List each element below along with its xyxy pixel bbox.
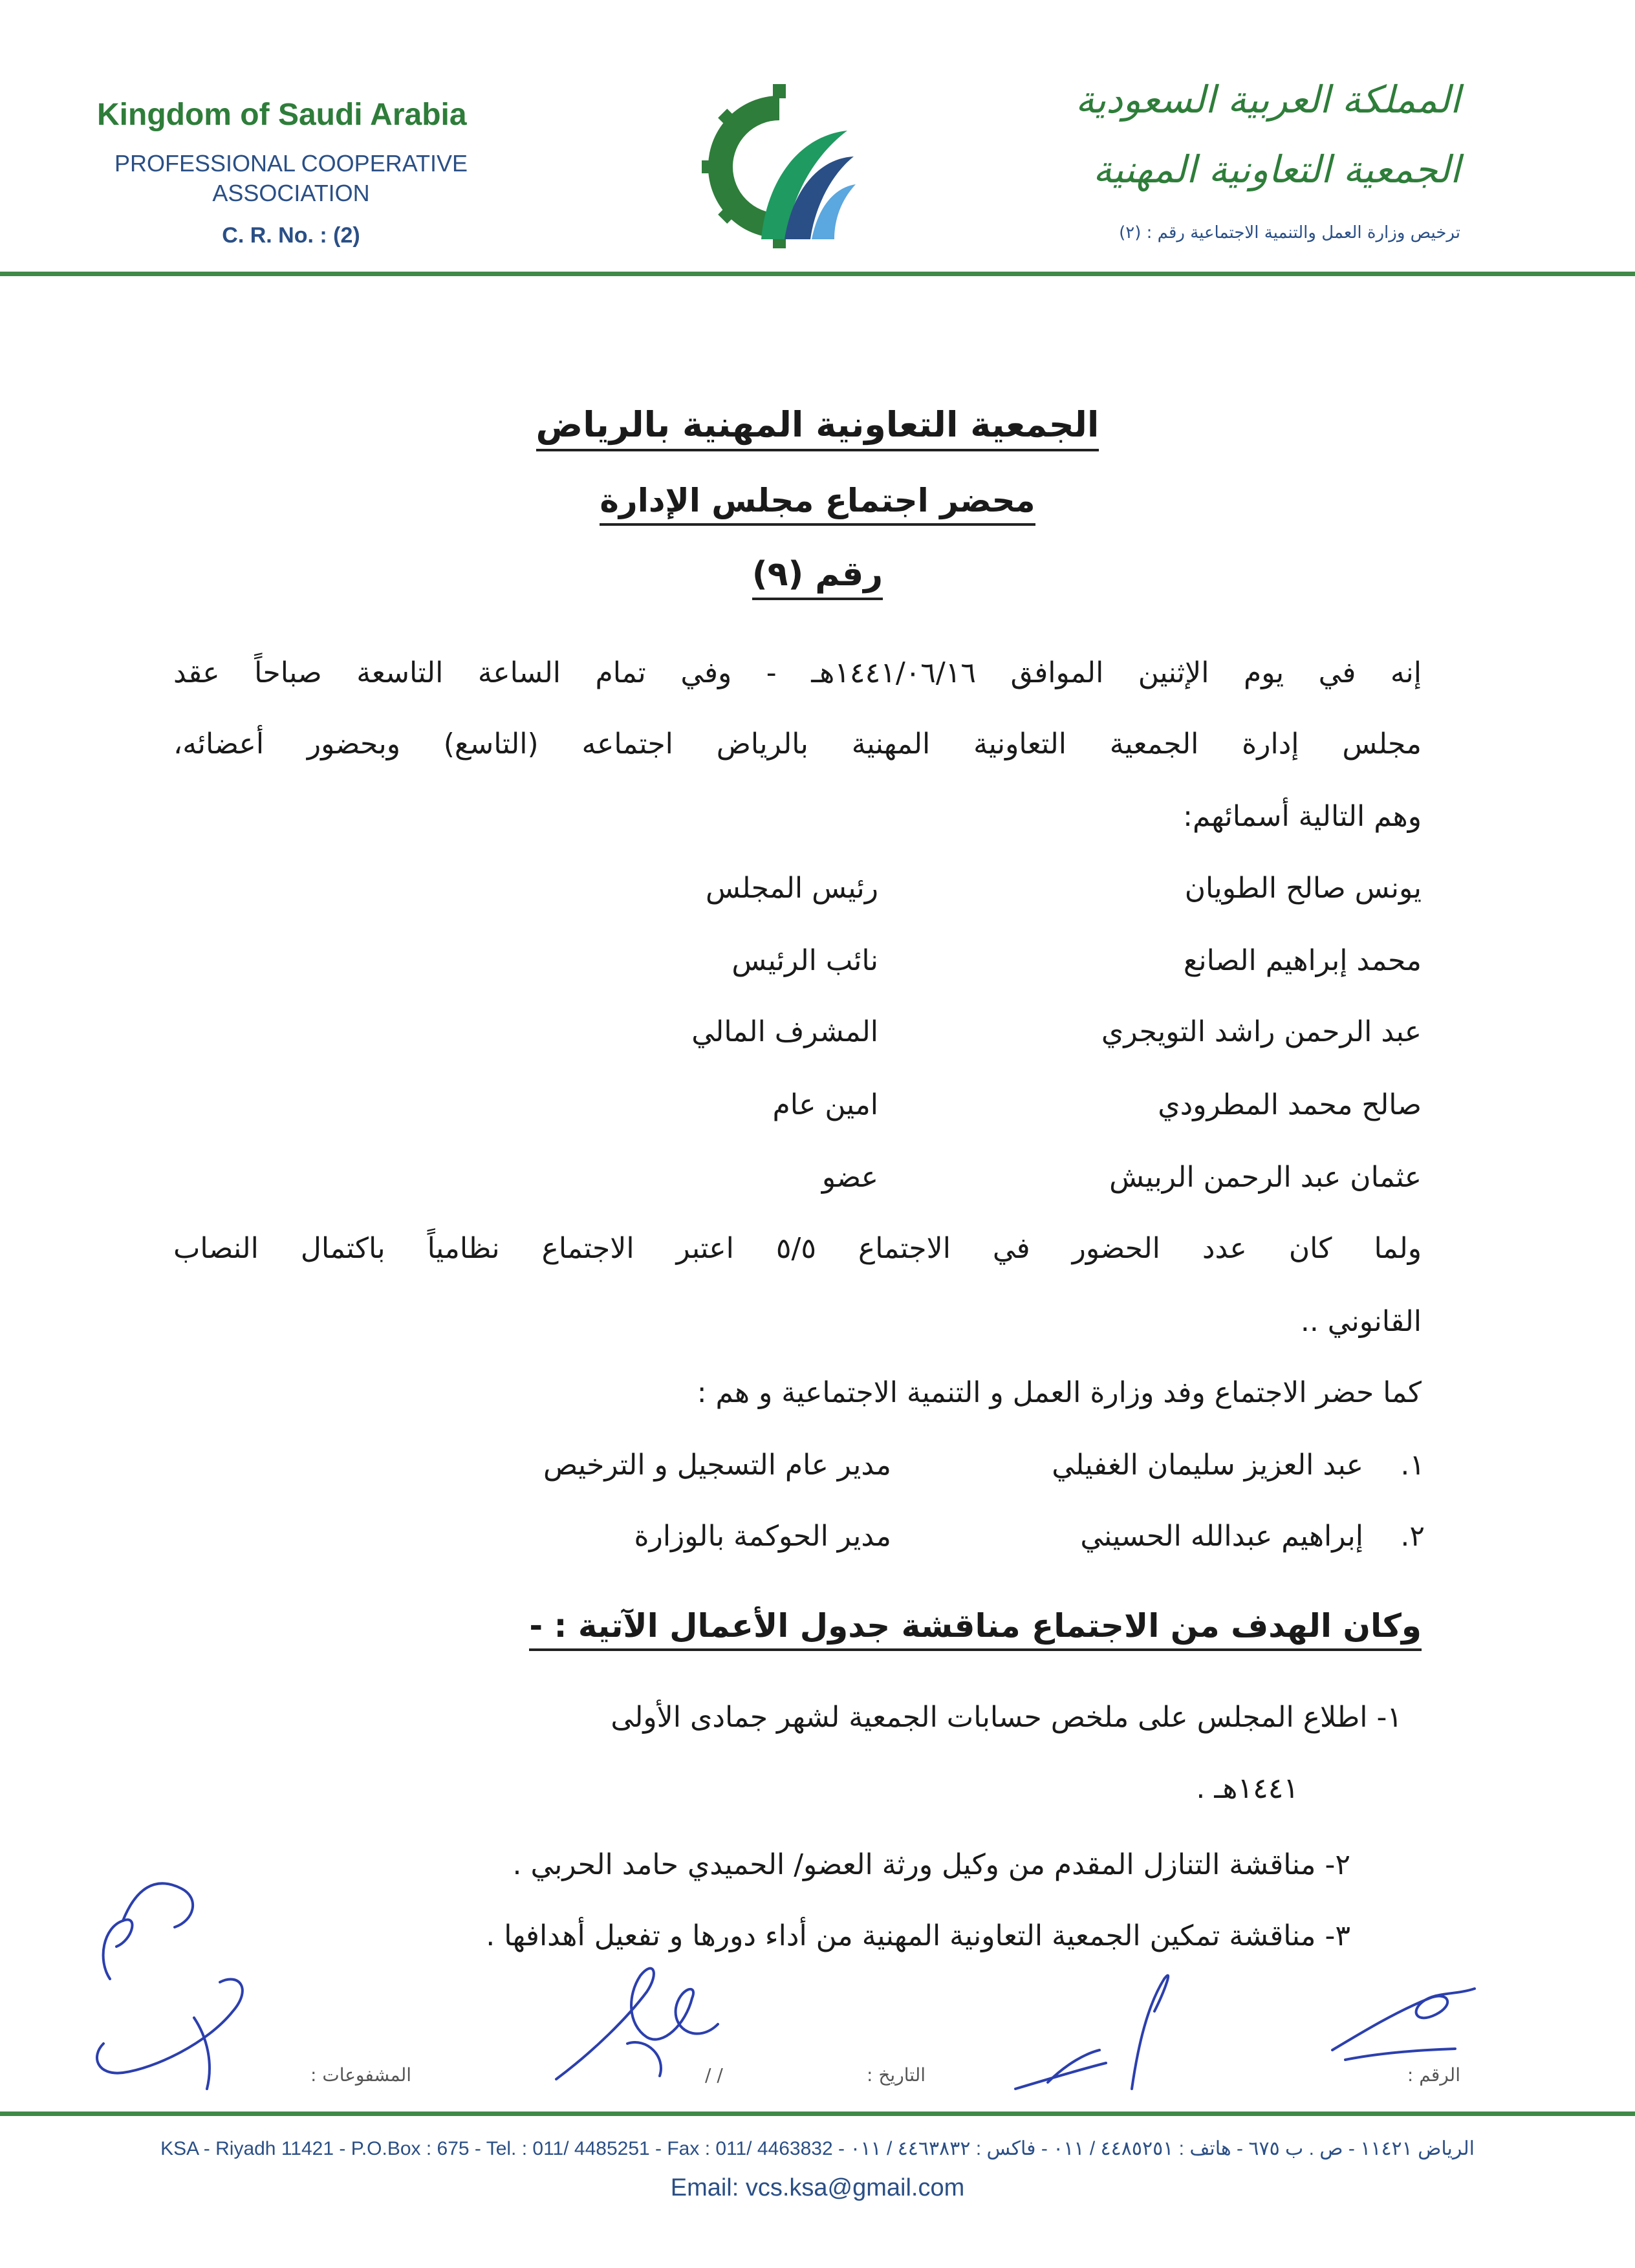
footer-address-english: KSA - Riyadh 11421 - P.O.Box : 675 - Tel. : 011/ 4485251 - Fax : 011/ 4463832	[160, 2138, 833, 2159]
agenda-item-1-line-1: ١- اطلاع المجلس على ملخص حسابات الجمعية لشهر جمادى الأولى	[611, 1701, 1402, 1734]
member-name: عبد الرحمن راشد التويجري	[1101, 1015, 1422, 1048]
delegate-name: عبد العزيز سليمان الغفيلي	[1052, 1449, 1363, 1482]
english-kingdom-title: Kingdom of Saudi Arabia	[97, 98, 467, 132]
english-cr-number: C. R. No. : (2)	[222, 223, 360, 248]
member-name: صالح محمد المطرودي	[1158, 1088, 1422, 1121]
agenda-item-1-line-2: ١٤٤١هـ .	[1196, 1772, 1299, 1805]
signature-center	[550, 1947, 731, 2089]
arabic-org-name: الجمعية التعاونية المهنية	[1092, 147, 1460, 191]
delegate-number: ٢.	[1400, 1520, 1425, 1553]
member-role: امين عام	[772, 1088, 878, 1121]
member-name: عثمان عبد الرحمن الربيش	[1109, 1161, 1422, 1194]
member-role: نائب الرئيس	[731, 944, 878, 977]
english-org-name-line1: PROFESSIONAL COOPERATIVE	[114, 150, 468, 177]
date-placeholder: / /	[705, 2064, 723, 2086]
footer-address	[0, 2137, 1635, 2160]
delegate-role: مدير الحوكمة بالوزارة	[634, 1520, 891, 1553]
document-minutes-title: محضر اجتماع مجلس الإدارة	[0, 482, 1635, 519]
document-number: رقم (٩)	[0, 555, 1635, 594]
english-org-name-line2: ASSOCIATION	[212, 180, 370, 206]
header-divider	[0, 272, 1635, 276]
arabic-license-number: ترخيص وزارة العمل والتنمية الاجتماعية رقم : (٢)	[1119, 223, 1460, 243]
delegation-intro: كما حضر الاجتماع وفد وزارة العمل و التنمية الاجتماعية و هم :	[697, 1376, 1422, 1409]
agenda-item-2: ٢- مناقشة التنازل المقدم من وكيل ورثة العضو/ الحميدي حامد الحربي .	[512, 1848, 1350, 1881]
intro-line-1: إنه في يوم الإثنين الموافق ١٤٤١/٠٦/١٦هـ - وفي تمام الساعة التاسعة صباحاً عقد	[173, 656, 1422, 689]
footer-address-arabic: الرياض ١١٤٢١ - ص . ب ٦٧٥ - هاتف : ٤٤٨٥٢٥١ / ٠١١ - فاكس : ٤٤٦٣٨٣٢ / ٠١١	[850, 2138, 1475, 2159]
delegate-number: ١.	[1400, 1449, 1425, 1482]
footer-divider	[0, 2111, 1635, 2116]
association-logo	[702, 84, 857, 249]
footer-email[interactable]: Email: vcs.ksa@gmail.com	[670, 2174, 965, 2201]
arabic-kingdom-title: المملكة العربية السعودية	[1075, 78, 1460, 122]
delegate-name: إبراهيم عبدالله الحسيني	[1080, 1520, 1363, 1553]
attachments-label: المشفوعات :	[310, 2064, 412, 2086]
intro-line-2: مجلس إدارة الجمعية التعاونية المهنية بالرياض اجتماعه (التاسع) وبحضور أعضائه،	[173, 728, 1422, 761]
member-role: المشرف المالي	[691, 1015, 878, 1048]
agenda-heading: وكان الهدف من الاجتماع مناقشة جدول الأعمال الآتية : -	[529, 1607, 1422, 1645]
document-org-title: الجمعية التعاونية المهنية بالرياض	[0, 404, 1635, 445]
member-name: يونس صالح الطويان	[1184, 872, 1422, 905]
date-label: التاريخ :	[867, 2064, 926, 2086]
member-role: عضو	[821, 1161, 878, 1194]
quorum-line-1: ولما كان عدد الحضور في الاجتماع ٥/٥ اعتبر الاجتماع نظامياً باكتمال النصاب	[173, 1232, 1422, 1265]
member-name: محمد إبراهيم الصانع	[1183, 944, 1422, 977]
signature-right	[1326, 1972, 1481, 2063]
reference-number-label: الرقم :	[1407, 2064, 1460, 2086]
agenda-item-3: ٣- مناقشة تمكين الجمعية التعاونية المهنية من أداء دورها و تفعيل أهدافها .	[486, 1919, 1350, 1952]
footer-address-separator: -	[838, 2138, 850, 2159]
signature-center-right	[1009, 1966, 1177, 2095]
signature-left	[78, 1850, 298, 2095]
quorum-line-2: القانوني ..	[1300, 1305, 1422, 1338]
intro-line-3: وهم التالية أسمائهم:	[1183, 800, 1422, 833]
member-role: رئيس المجلس	[706, 872, 878, 905]
delegate-role: مدير عام التسجيل و الترخيص	[543, 1449, 891, 1482]
